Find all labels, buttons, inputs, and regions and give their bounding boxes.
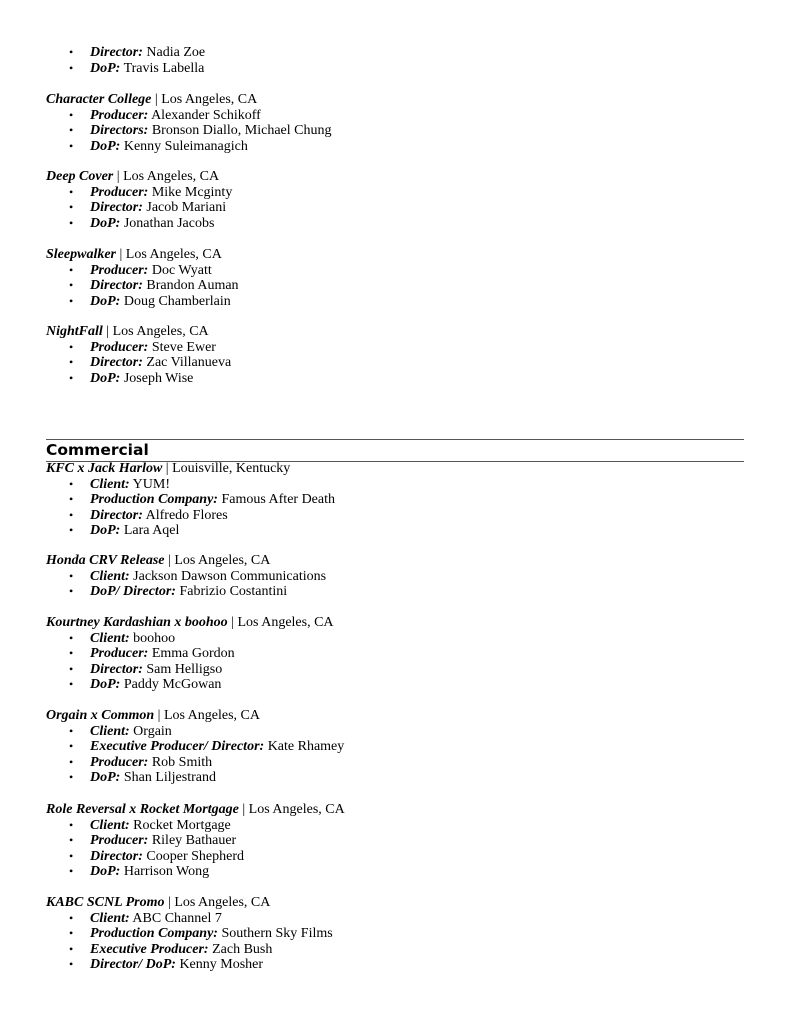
credit-item (46, 724, 746, 740)
credit-role: Director: (90, 848, 143, 864)
credit-item (46, 45, 746, 61)
credit-item (46, 833, 746, 849)
credit-person: Kenny Mosher (179, 957, 264, 972)
credit-item (46, 216, 746, 232)
credit-item (46, 677, 746, 693)
credit-role: Client: (90, 568, 130, 584)
credit-person: Kate Rhamey (267, 739, 345, 754)
credit-list (46, 185, 746, 232)
credit-item (46, 355, 746, 371)
credit-item (46, 942, 746, 958)
project-title: NightFall (46, 324, 103, 339)
project-title: KFC x Jack Harlow (46, 461, 163, 476)
project-location: | Los Angeles, CA (106, 324, 209, 339)
credit-person: Alexander Schikoff (151, 107, 261, 123)
credit-person: Shan Liljestrand (123, 770, 216, 785)
credit-role: Client: (90, 817, 130, 833)
credit-person: Paddy McGowan (123, 677, 222, 692)
credit-person: Travis Labella (123, 60, 205, 76)
bullet-icon: • (69, 507, 74, 522)
credit-role: DoP/ Director: (90, 584, 176, 599)
credit-item (46, 569, 746, 585)
credit-role: Client: (90, 630, 130, 646)
bullet-icon: • (69, 723, 74, 738)
project-location: | Los Angeles, CA (154, 92, 258, 107)
credit-list (46, 911, 746, 973)
credit-person: boohoo (133, 630, 176, 646)
project-location: | Los Angeles, CA (242, 802, 345, 817)
project-title: Honda CRV Release (46, 553, 165, 568)
bullet-icon: • (69, 864, 74, 878)
credit-role: Client: (90, 723, 130, 739)
credit-item (46, 957, 746, 973)
credit-person: Doc Wyatt (151, 262, 212, 278)
credit-person: Bronson Diallo, Michael Chung (151, 123, 332, 138)
credit-list (46, 818, 746, 880)
credit-role: Director: (90, 278, 143, 293)
project-location: | Los Angeles, CA (231, 615, 334, 630)
credit-list (46, 340, 746, 387)
bullet-icon: • (69, 941, 74, 956)
bullet-icon: • (69, 926, 74, 940)
credit-item (46, 61, 746, 77)
credit-item (46, 139, 746, 155)
credit-role: DoP: (90, 770, 121, 785)
credit-person: Zac Villanueva (146, 355, 232, 370)
bullet-icon: • (69, 370, 74, 385)
credit-person: Alfredo Flores (145, 507, 228, 523)
credit-item (46, 584, 746, 600)
bullet-icon: • (69, 523, 74, 537)
credit-item (46, 770, 746, 786)
credit-role: DoP: (90, 60, 121, 76)
project-entry (46, 247, 746, 309)
credit-role: Producer: (90, 262, 149, 278)
credit-role: DoP: (90, 138, 121, 154)
credit-person: Famous After Death (221, 492, 335, 507)
project-location: | Los Angeles, CA (168, 895, 271, 910)
credit-role: DoP: (90, 864, 121, 879)
credit-person: ABC Channel 7 (132, 910, 222, 926)
credit-role: Director: (90, 355, 143, 370)
project-heading (46, 895, 746, 911)
bullet-icon: • (69, 630, 74, 645)
section-title: Commercial (46, 441, 149, 459)
project-location: | Los Angeles, CA (157, 708, 260, 723)
credit-role: Production Company: (90, 926, 218, 941)
credit-person: Fabrizio Costantini (179, 584, 288, 599)
credit-item (46, 911, 746, 927)
bullet-icon: • (69, 661, 74, 676)
credit-person: Sam Helligso (146, 661, 223, 677)
credit-role: Director: (90, 200, 143, 215)
project-entry (46, 895, 746, 973)
bullet-icon: • (69, 355, 74, 369)
credit-item (46, 263, 746, 279)
credit-list (46, 631, 746, 693)
credit-person: Nadia Zoe (146, 45, 206, 60)
project-entry (46, 169, 746, 231)
project-heading (46, 169, 746, 185)
credit-person: Rob Smith (151, 754, 213, 770)
project-entry (46, 615, 746, 693)
bullet-icon: • (69, 60, 74, 75)
credit-item (46, 646, 746, 662)
credit-list (46, 569, 746, 600)
credit-role: Client: (90, 476, 130, 492)
bullet-icon: • (69, 677, 74, 691)
credit-person: Jacob Mariani (146, 200, 227, 215)
credit-person: Zach Bush (212, 941, 273, 957)
bullet-icon: • (69, 184, 74, 199)
project-entry (46, 802, 746, 880)
credit-role: Producer: (90, 833, 149, 848)
credit-item (46, 492, 746, 508)
credit-item (46, 477, 746, 493)
credit-person: Southern Sky Films (221, 926, 333, 941)
credit-person: Brandon Auman (146, 278, 239, 293)
project-heading (46, 461, 746, 477)
credit-item (46, 278, 746, 294)
bullet-icon: • (69, 215, 74, 230)
bullet-icon: • (69, 646, 74, 660)
credit-item (46, 371, 746, 387)
bullet-icon: • (69, 770, 74, 784)
project-location: | Louisville, Kentucky (165, 461, 291, 476)
bullet-icon: • (69, 957, 74, 971)
credit-person: Jonathan Jacobs (123, 215, 215, 231)
project-location: | Los Angeles, CA (168, 553, 271, 568)
project-entry (46, 461, 746, 539)
credit-person: Orgain (133, 723, 172, 739)
credit-item (46, 108, 746, 124)
credit-person: Joseph Wise (123, 370, 194, 386)
credit-person: Doug Chamberlain (123, 293, 231, 309)
commercial-section-heading (46, 439, 744, 462)
bullet-icon: • (69, 339, 74, 354)
project-title: Orgain x Common (46, 708, 155, 723)
credit-role: DoP: (90, 677, 121, 692)
credit-role: Director: (90, 507, 143, 523)
bullet-icon: • (69, 739, 74, 753)
credit-item (46, 631, 746, 647)
credit-item (46, 739, 746, 755)
credit-list (46, 45, 746, 76)
project-title: Kourtney Kardashian x boohoo (46, 615, 228, 630)
project-title: Character College (46, 92, 152, 107)
credit-item (46, 508, 746, 524)
bullet-icon: • (69, 123, 74, 137)
credit-item (46, 123, 746, 139)
project-heading (46, 324, 746, 340)
project-title: Deep Cover (46, 169, 114, 184)
project-title: Sleepwalker (46, 247, 116, 262)
credit-role: Executive Producer: (90, 941, 209, 957)
project-entry (46, 92, 746, 154)
bullet-icon: • (69, 45, 74, 59)
credit-person: Steve Ewer (151, 339, 216, 355)
project-title: Role Reversal x Rocket Mortgage (46, 802, 239, 817)
credit-person: Cooper Shepherd (146, 848, 244, 864)
credit-role: Client: (90, 910, 130, 926)
bullet-icon: • (69, 584, 74, 598)
credit-list (46, 263, 746, 310)
bullet-icon: • (69, 278, 74, 292)
credit-item (46, 926, 746, 942)
credit-person: Emma Gordon (151, 646, 235, 661)
project-heading (46, 247, 746, 263)
credit-item (46, 864, 746, 880)
credit-item (46, 340, 746, 356)
credit-person: Rocket Mortgage (133, 817, 231, 833)
bullet-icon: • (69, 107, 74, 122)
credit-role: Director: (90, 45, 143, 60)
credit-item (46, 200, 746, 216)
credit-role: DoP: (90, 293, 121, 309)
project-entry (46, 708, 746, 786)
project-location: | Los Angeles, CA (119, 247, 222, 262)
credit-role: Executive Producer/ Director: (90, 739, 265, 754)
credit-role: DoP: (90, 370, 121, 386)
credit-person: Lara Aqel (123, 523, 180, 538)
credit-role: Producer: (90, 646, 149, 661)
bullet-icon: • (69, 293, 74, 308)
bullet-icon: • (69, 910, 74, 925)
credit-role: Producer: (90, 339, 149, 355)
project-heading (46, 708, 746, 724)
bullet-icon: • (69, 817, 74, 832)
bullet-icon: • (69, 833, 74, 847)
credit-item (46, 294, 746, 310)
credit-item (46, 755, 746, 771)
credit-role: Producer: (90, 754, 149, 770)
project-entry (46, 324, 746, 386)
credit-person: Kenny Suleimanagich (123, 138, 248, 154)
project-continuation (46, 45, 746, 76)
credit-list (46, 724, 746, 786)
credit-person: Jackson Dawson Communications (133, 568, 327, 584)
credit-item (46, 849, 746, 865)
bullet-icon: • (69, 754, 74, 769)
project-heading (46, 802, 746, 818)
project-location: | Los Angeles, CA (116, 169, 220, 184)
credit-role: Directors: (90, 123, 149, 138)
bullet-icon: • (69, 476, 74, 491)
bullet-icon: • (69, 138, 74, 153)
project-title: KABC SCNL Promo (46, 895, 165, 910)
bullet-icon: • (69, 492, 74, 506)
bullet-icon: • (69, 568, 74, 583)
project-heading (46, 615, 746, 631)
credit-item (46, 185, 746, 201)
bullet-icon: • (69, 200, 74, 214)
project-heading (46, 553, 746, 569)
bullet-icon: • (69, 848, 74, 863)
credit-list (46, 108, 746, 155)
credit-person: Mike Mcginty (151, 184, 233, 200)
credit-item (46, 818, 746, 834)
credit-item (46, 662, 746, 678)
credit-role: DoP: (90, 523, 121, 538)
credit-role: DoP: (90, 215, 121, 231)
credit-role: Production Company: (90, 492, 218, 507)
credit-role: Producer: (90, 107, 149, 123)
bullet-icon: • (69, 262, 74, 277)
project-heading (46, 92, 746, 108)
credit-person: Riley Bathauer (151, 833, 237, 848)
credit-person: YUM! (132, 476, 170, 492)
credit-role: Director/ DoP: (90, 957, 176, 972)
credit-role: Director: (90, 661, 143, 677)
credit-person: Harrison Wong (123, 864, 210, 879)
project-entry (46, 553, 746, 600)
credit-role: Producer: (90, 184, 149, 200)
credit-list (46, 477, 746, 539)
credit-item (46, 523, 746, 539)
